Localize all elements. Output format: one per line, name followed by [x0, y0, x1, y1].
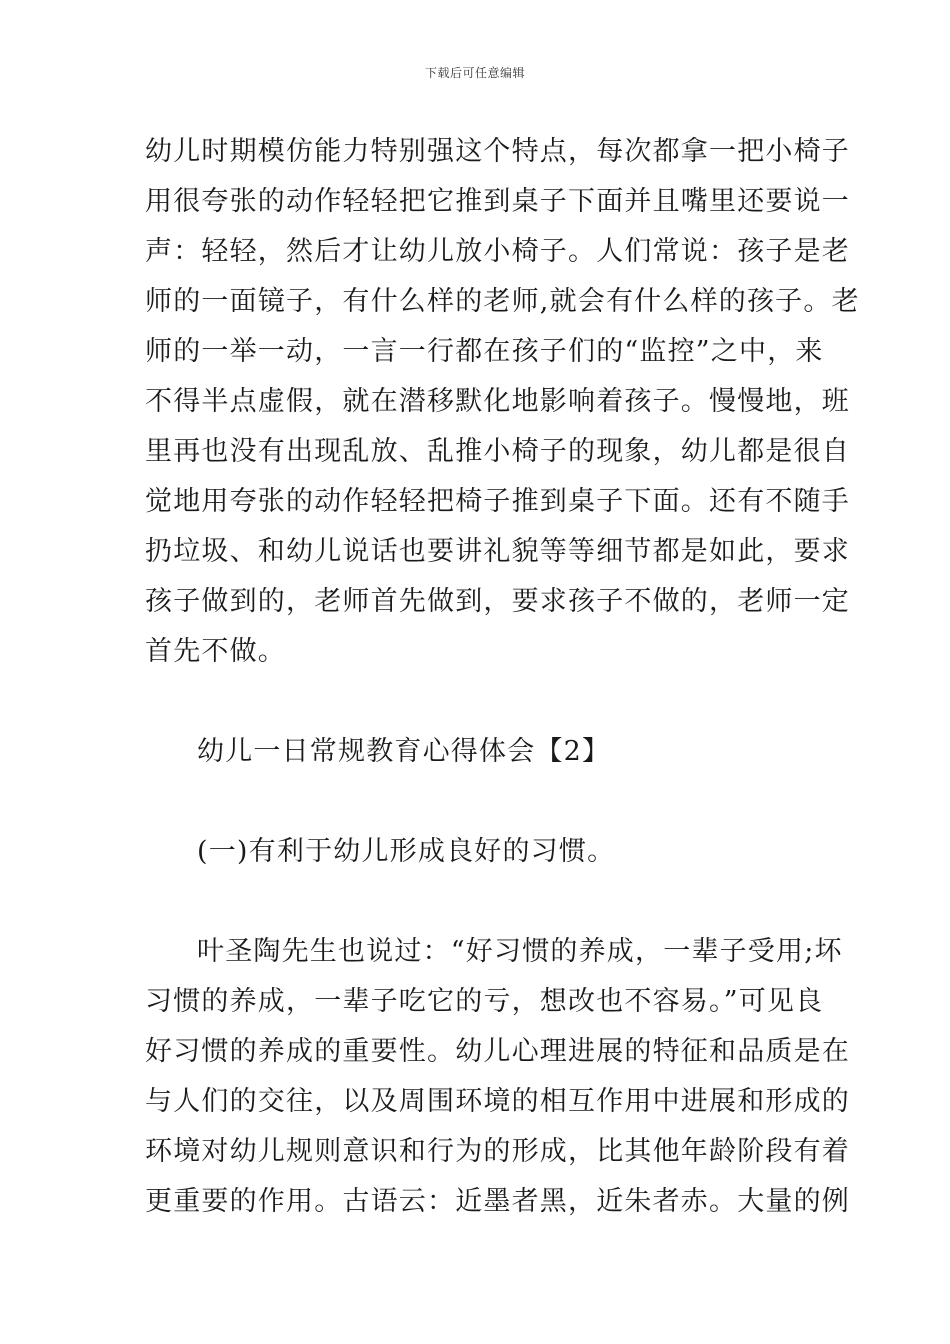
paragraph-line: 师的一举一动，一言一行都在孩子们的“监控”之中，来	[145, 336, 824, 367]
paragraph-line: 更重要的作用。古语云：近墨者黑，近朱者赤。大量的例	[145, 1186, 850, 1217]
page-header: 下载后可任意编辑	[424, 66, 525, 80]
paragraph-line: 与人们的交往，以及周围环境的相互作用中进展和形成的	[145, 1086, 850, 1117]
paragraph-line: 幼儿时期模仿能力特别强这个特点，每次都拿一把小椅子	[145, 136, 850, 167]
paragraph-line: 声：轻轻，然后才让幼儿放小椅子。人们常说：孩子是老	[145, 236, 850, 267]
paragraph-line: 不得半点虚假，就在潜移默化地影响着孩子。慢慢地，班	[145, 386, 850, 417]
paragraph-line: 用很夸张的动作轻轻把它推到桌子下面并且嘴里还要说一	[145, 186, 850, 217]
paragraph-line: 里再也没有出现乱放、乱推小椅子的现象，幼儿都是很自	[145, 436, 850, 467]
subheading: (一)有利于幼儿形成良好的习惯。	[197, 836, 616, 867]
paragraph-line: 扔垃圾、和幼儿说话也要讲礼貌等等细节都是如此，要求	[145, 536, 850, 567]
paragraph-line: 好习惯的养成的重要性。幼儿心理进展的特征和品质是在	[145, 1036, 850, 1067]
section-heading: 幼儿一日常规教育心得体会【2】	[197, 736, 611, 767]
paragraph-line: 环境对幼儿规则意识和行为的形成，比其他年龄阶段有着	[145, 1136, 850, 1167]
paragraph-line: 首先不做。	[145, 636, 286, 667]
paragraph-line: 觉地用夸张的动作轻轻把椅子推到桌子下面。还有不随手	[145, 486, 850, 517]
paragraph-line: 孩子做到的，老师首先做到，要求孩子不做的，老师一定	[145, 586, 850, 617]
paragraph-line: 师的一面镜子，有什么样的老师,就会有什么样的孩子。老	[145, 286, 860, 317]
paragraph-line: 叶圣陶先生也说过：“好习惯的养成，一辈子受用;坏	[197, 936, 843, 967]
paragraph-line: 习惯的养成，一辈子吃它的亏，想改也不容易。”可见良	[145, 986, 824, 1017]
